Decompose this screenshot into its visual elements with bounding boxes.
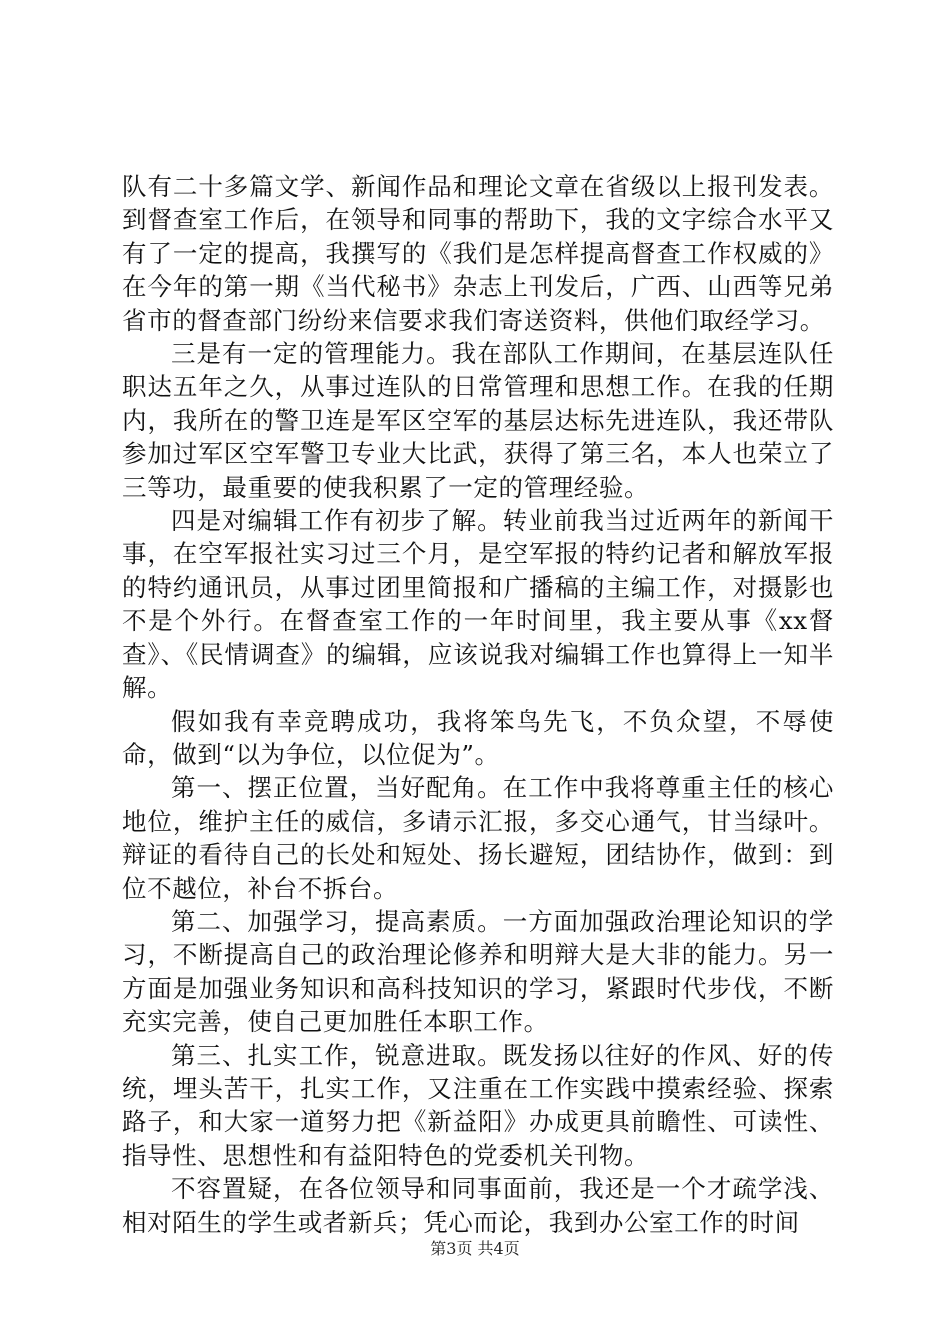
paragraph: 不容置疑，在各位领导和同事面前，我还是一个才疏学浅、相对陌生的学生或者新兵；凭心而论，我到办公室工作的时间 [122, 1174, 834, 1237]
paragraph: 第二、加强学习，提高素质。一方面加强政治理论知识的学习，不断提高自己的政治理论修养和明辩大是大非的能力。另一方面是加强业务知识和高科技知识的学习，紧跟时代步伐，不断充实完善，使自己更加胜任本职工作。 [122, 906, 834, 1037]
paragraph: 队有二十多篇文学、新闻作品和理论文章在省级以上报刊发表。到督查室工作后，在领导和同事的帮助下，我的文字综合水平又有了一定的提高，我撰写的《我们是怎样提高督查工作权威的》在今年的第一期《当代秘书》杂志上刊发后，广西、山西等兄弟省市的督查部门纷纷来信要求我们寄送资料，供他们取经学习。 [122, 172, 834, 335]
page-number-footer: 第3页 共4页 [430, 1239, 520, 1258]
paragraph: 四是对编辑工作有初步了解。转业前我当过近两年的新闻干事，在空军报社实习过三个月，是空军报的特约记者和解放军报的特约通讯员，从事过团里简报和广播稿的主编工作，对摄影也不是个外行。在督查室工作的一年时间里，我主要从事《xx督查》、《民情调查》的编辑，应该说我对编辑工作也算得上一知半解。 [122, 506, 834, 703]
paragraph: 三是有一定的管理能力。我在部队工作期间，在基层连队任职达五年之久，从事过连队的日常管理和思想工作。在我的任期内，我所在的警卫连是军区空军的基层达标先进连队，我还带队参加过军区空军警卫专业大比武，获得了第三名，本人也荣立了三等功，最重要的使我积累了一定的管理经验。 [122, 339, 834, 502]
paragraph: 第三、扎实工作，锐意进取。既发扬以往好的作风、好的传统，埋头苦干，扎实工作，又注重在工作实践中摸索经验、探索路子，和大家一道努力把《新益阳》办成更具前瞻性、可读性、指导性、思想性和有益阳特色的党委机关刊物。 [122, 1040, 834, 1170]
document-body [122, 170, 834, 1239]
paragraph: 假如我有幸竞聘成功，我将笨鸟先飞，不负众望，不辱使命，做到“以为争位，以位促为”。 [122, 706, 834, 769]
paragraph: 第一、摆正位置，当好配角。在工作中我将尊重主任的核心地位，维护主任的威信，多请示汇报，多交心通气，甘当绿叶。辩证的看待自己的长处和短处、扬长避短，团结协作，做到：到位不越位，补台不拆台。 [122, 773, 834, 903]
